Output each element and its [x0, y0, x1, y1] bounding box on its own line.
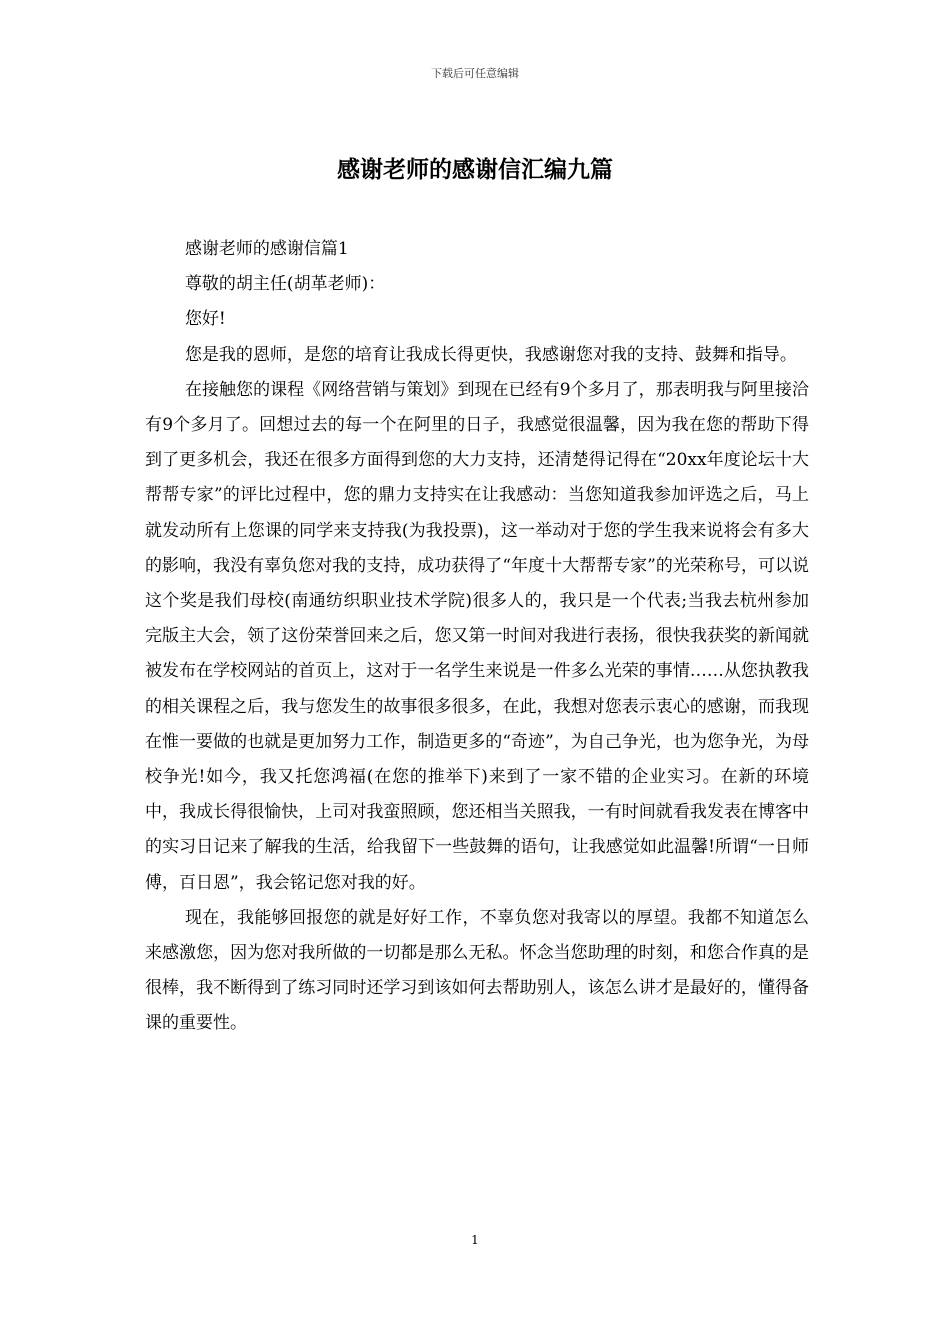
section-heading: 感谢老师的感谢信篇1: [184, 239, 349, 259]
body-paragraph: 在接触您的课程《网络营销与策划》到现在已经有9个多月了，那表明我与阿里接洽有9个多月了。回想过去的每一个在阿里的日子，我感觉很温馨，因为我在您的帮助下得到了更多机会，我还在很多方面得到您的大力支持，还清楚得记得在“20xx年度论坛十大帮帮专家”的评比过程中，您的鼎力支持实在让我感动：当您知道我参加评选之后，马上就发动所有上您课的同学来支持我(为我投票)，这一举动对于您的学生我来说将会有多大的影响，我没有辜负您对我的支持，成功获得了“年度十大帮帮专家”的光荣称号，可以说这个奖是我们母校(南通纺织职业技术学院)很多人的，我只是一个代表;当我去杭州参加完版主大会，领了这份荣誉回来之后，您又第一时间对我进行表扬，很快我获奖的新闻就被发布在学校网站的首页上，这对于一名学生来说是一件多么光荣的事情……从您执教我的相关课程之后，我与您发生的故事很多很多，在此，我想对您表示衷心的感谢，而我现在惟一要做的也就是更加努力工作，制造更多的“奇迹”，为自己争光，也为您争光，为母校争光!如今，我又托您鸿福(在您的推举下)来到了一家不错的企业实习。在新的环境中，我成长得很愉快，上司对我蛮照顾，您还相当关照我，一有时间就看我发表在博客中的实习日记来了解我的生活，给我留下一些鼓舞的语句，让我感觉如此温馨!所谓“一日师傅，百日恩”，我会铭记您对我的好。: [145, 379, 809, 893]
body-paragraph: 现在，我能够回报您的就是好好工作，不辜负您对我寄以的厚望。我都不知道怎么来感激您，因为您对我所做的一切都是那么无私。怀念当您助理的时刻，和您合作真的是很棒，我不断得到了练习同时还学习到该如何去帮助别人，该怎么讲才是最好的，懂得备课的重要性。: [145, 907, 809, 1034]
document-title: 感谢老师的感谢信汇编九篇: [337, 156, 613, 183]
body-paragraph: 您是我的恩师，是您的培育让我成长得更快，我感谢您对我的支持、鼓舞和指导。: [184, 344, 797, 365]
header-note: 下载后可任意编辑: [431, 67, 519, 80]
page-number: 1: [471, 1233, 479, 1247]
salutation: 尊敬的胡主任(胡革老师)：: [184, 274, 386, 295]
greeting: 您好!: [184, 309, 226, 330]
document-body: [145, 232, 809, 1042]
